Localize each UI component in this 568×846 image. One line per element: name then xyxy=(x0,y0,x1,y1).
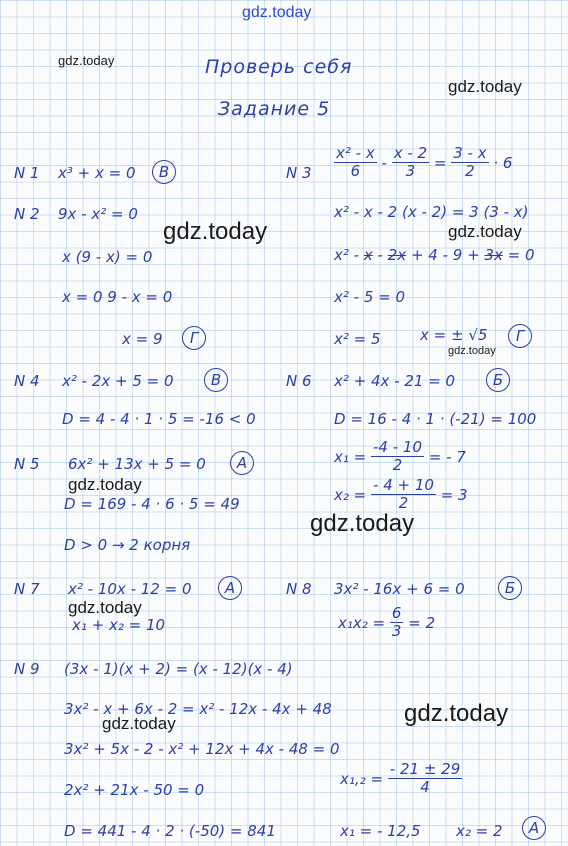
n3-line2: x² - x - 2 (x - 2) = 3 (3 - x) xyxy=(334,203,529,221)
n7-equation: x² - 10x - 12 = 0 xyxy=(68,580,192,598)
task-label-n9: N 9 xyxy=(14,660,40,678)
n7-answer-circle: А xyxy=(218,576,242,600)
n6-x1: x₁ = $\frac{-4 - 10}{2}$ = - 7 xyxy=(334,438,466,474)
n3-line5: x² = 5 xyxy=(334,330,381,348)
n6-discriminant: D = 16 - 4 · 1 · (-21) = 100 xyxy=(334,410,537,428)
n6-equation: x² + 4x - 21 = 0 xyxy=(334,372,456,390)
watermark: gdz.today xyxy=(68,475,142,494)
fraction: $\frac{- 4 + 10}{2}$ xyxy=(373,476,434,512)
watermark: gdz.today xyxy=(242,4,312,21)
n3-line4: x² - 5 = 0 xyxy=(334,288,406,306)
fraction: $\frac{3 - x}{2}$ xyxy=(453,144,487,180)
n9-roots-formula: x₁,₂ = $\frac{- 21 \pm 29}{4}$ xyxy=(340,760,461,796)
n9-line1: (3x - 1)(x + 2) = (x - 12)(x - 4) xyxy=(64,660,293,678)
task-label-n3: N 3 xyxy=(286,164,312,182)
n2-answer-circle: Г xyxy=(182,326,206,350)
n1-answer-circle: В xyxy=(152,160,176,184)
n6-answer-circle: Б xyxy=(486,368,510,392)
fraction: $\frac{- 21 \pm 29}{4}$ xyxy=(389,760,461,796)
watermark: gdz.today xyxy=(448,345,496,357)
watermark: gdz.today xyxy=(448,77,522,96)
n4-answer-circle: В xyxy=(204,368,228,392)
page-title: Проверь себя xyxy=(205,56,353,78)
n7-vieta-sum: x₁ + x₂ = 10 xyxy=(72,616,166,634)
n9-x2: x₂ = 2 xyxy=(456,822,503,840)
n9-answer-circle: А xyxy=(522,816,546,840)
n3-roots: x = ± √5 xyxy=(420,326,488,344)
n9-x1: x₁ = - 12,5 xyxy=(340,822,421,840)
watermark: gdz.today xyxy=(58,53,115,68)
n4-equation: x² - 2x + 5 = 0 xyxy=(62,372,174,390)
fraction: $\frac{x - 2}{3}$ xyxy=(393,144,428,180)
watermark: gdz.today xyxy=(102,714,176,733)
n5-answer-circle: А xyxy=(230,451,254,475)
watermark: gdz.today xyxy=(163,218,268,245)
n2-line1: 9x - x² = 0 xyxy=(58,205,138,223)
n2-line2: x (9 - x) = 0 xyxy=(62,248,153,266)
n9-line2: 3x² - x + 6x - 2 = x² - 12x - 4x + 48 xyxy=(64,700,332,718)
n6-x2: x₂ = $\frac{- 4 + 10}{2}$ = 3 xyxy=(334,476,468,512)
task-label-n8: N 8 xyxy=(286,580,312,598)
n5-equation: 6x² + 13x + 5 = 0 xyxy=(68,455,206,473)
n1-equation: x³ + x = 0 xyxy=(58,164,136,182)
task-label-n2: N 2 xyxy=(14,205,40,223)
watermark: gdz.today xyxy=(310,510,415,537)
n8-answer-circle: Б xyxy=(498,576,522,600)
n8-vieta-product: x₁x₂ = $\frac{6}{3}$ = 2 xyxy=(338,604,436,640)
n2-line3: x = 0 9 - x = 0 xyxy=(62,288,173,306)
task-label-n6: N 6 xyxy=(286,372,312,390)
fraction: $\frac{-4 - 10}{2}$ xyxy=(373,438,423,474)
n5-conclusion: D > 0 → 2 корня xyxy=(64,536,191,554)
n9-line3: 3x² + 5x - 2 - x² + 12x + 4x - 48 = 0 xyxy=(64,740,340,758)
n9-line4: 2x² + 21x - 50 = 0 xyxy=(64,781,205,799)
task-label-n7: N 7 xyxy=(14,580,40,598)
n8-equation: 3x² - 16x + 6 = 0 xyxy=(334,580,465,598)
page-subtitle: Задание 5 xyxy=(218,98,331,120)
n9-discriminant: D = 441 - 4 · 2 · (-50) = 841 xyxy=(64,822,276,840)
task-label-n5: N 5 xyxy=(14,455,40,473)
watermark: gdz.today xyxy=(68,598,142,617)
fraction: $\frac{6}{3}$ xyxy=(391,604,402,640)
fraction: $\frac{\text{x² - x}}{6}$ xyxy=(336,144,375,180)
n5-discriminant: D = 169 - 4 · 6 · 5 = 49 xyxy=(64,495,240,513)
task-label-n1: N 1 xyxy=(14,164,40,182)
n3-answer-circle: Г xyxy=(508,324,532,348)
n4-discriminant: D = 4 - 4 · 1 · 5 = -16 < 0 xyxy=(62,410,256,428)
n3-line3: x² - x - 2x + 4 - 9 + 3x = 0 xyxy=(334,246,535,264)
watermark: gdz.today xyxy=(448,222,522,241)
task-label-n4: N 4 xyxy=(14,372,40,390)
n3-equation: $\frac{\text{x² - x}}{6}$ - $\frac{x - 2}{3}$ = $\frac{3 - x}{2}$ · 6 xyxy=(336,144,513,180)
n2-line4: x = 9 xyxy=(122,330,163,348)
watermark: gdz.today xyxy=(404,700,509,727)
